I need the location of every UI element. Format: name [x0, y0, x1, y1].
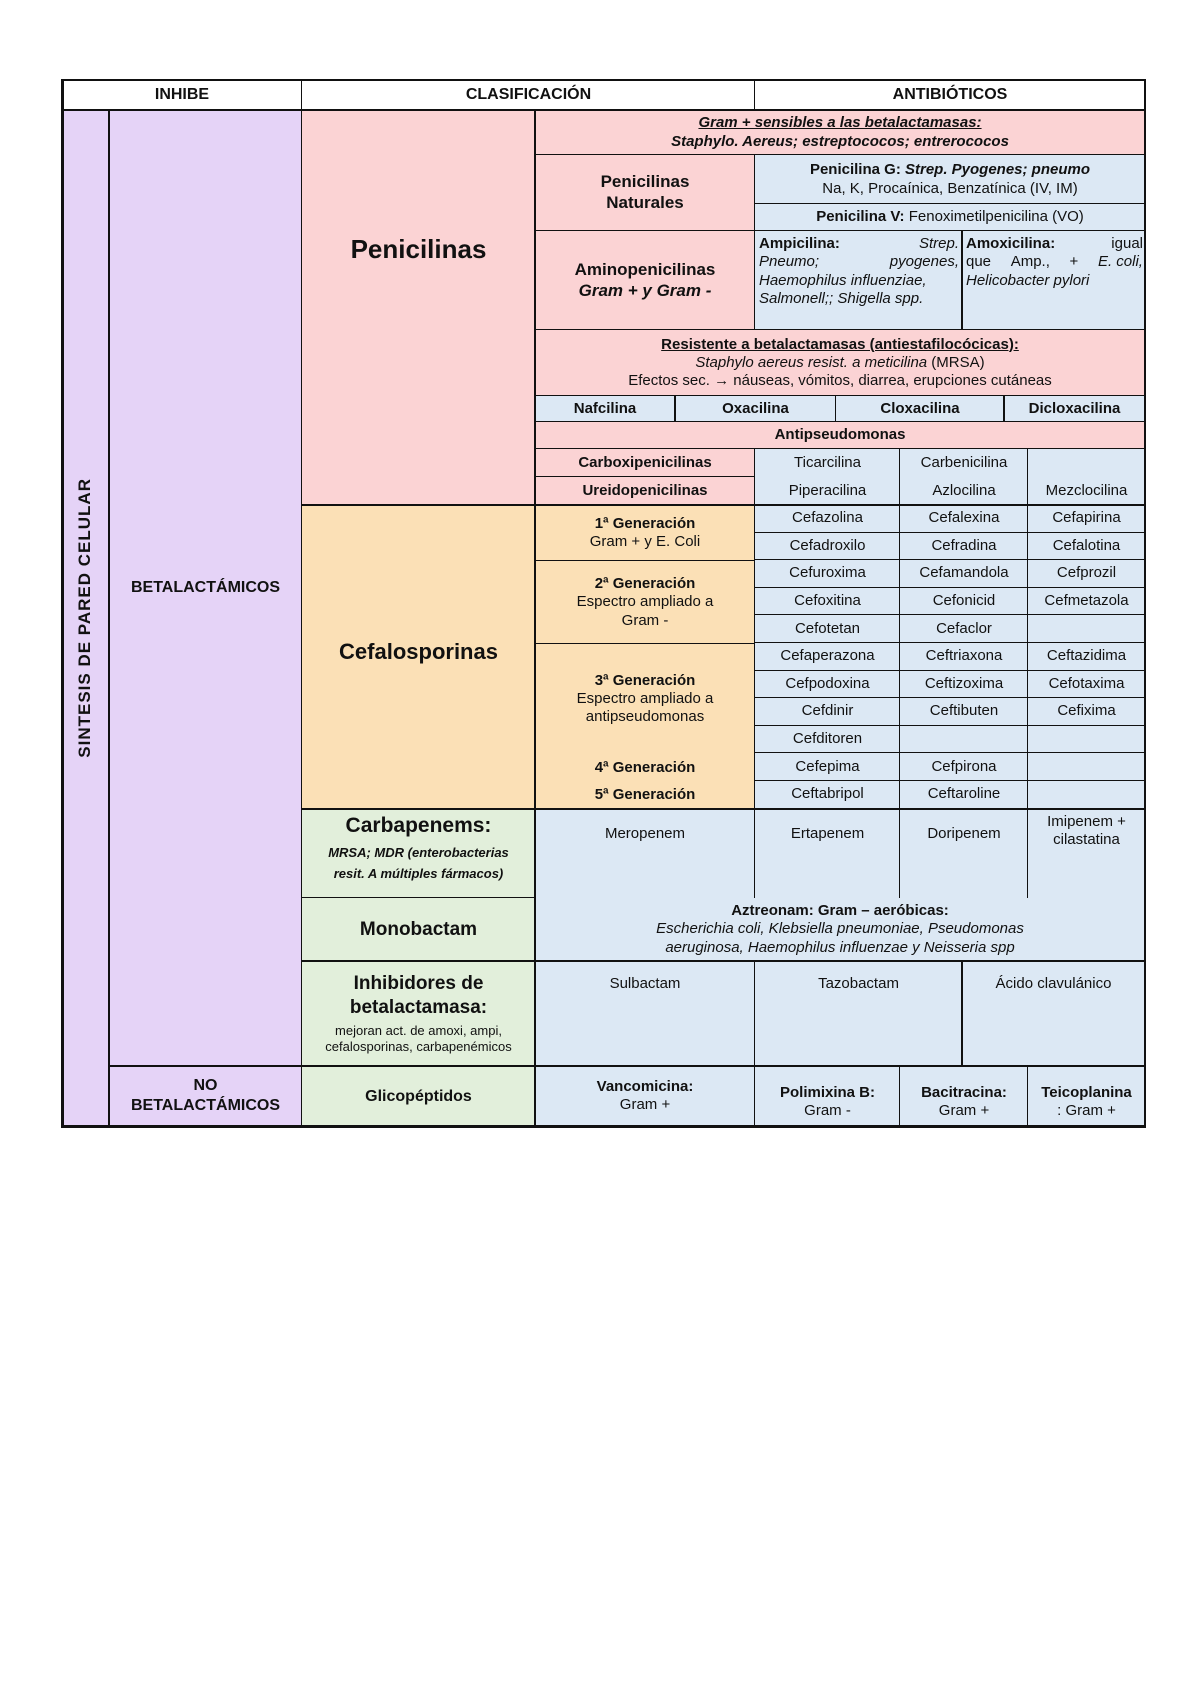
cephalosporin-drug-cell: Ceftibuten	[900, 698, 1028, 726]
border-line	[535, 560, 755, 561]
border-line	[302, 897, 535, 898]
cephalosporin-drug-cell: Ceftazidima	[1028, 643, 1145, 671]
cephalosporin-drug-cell: Cefotetan	[755, 615, 900, 643]
border-line	[961, 961, 963, 1066]
pen-v-label: Penicilina V:	[816, 208, 905, 226]
betalactamicos-cell	[109, 110, 302, 1066]
doripenem-text: Doripenem	[927, 825, 1001, 842]
glicopeptidos-title: Glicopéptidos	[365, 1088, 472, 1106]
piperacilina-text: Piperacilina	[788, 481, 867, 499]
pen-g-cell	[755, 155, 1145, 204]
border-line	[301, 110, 302, 1126]
cephalosporin-drug-cell: Cefapirina	[1028, 505, 1145, 533]
header-antibioticos	[755, 80, 1145, 110]
border-line	[534, 110, 536, 1128]
border-line	[301, 80, 302, 110]
cephalosporin-drug-cell: Cefalexina	[900, 505, 1028, 533]
border-line	[754, 155, 755, 330]
border-line	[961, 231, 963, 330]
aminopenicilinas-line2: Gram + y Gram -	[578, 280, 712, 300]
border-line	[535, 329, 1145, 330]
cephalosporin-drug-cell: Ceftabripol	[755, 781, 900, 809]
border-line	[1027, 505, 1028, 809]
gram-sensibles-cell	[535, 110, 1145, 155]
cephalosporin-drug-cell: Ceftriaxona	[900, 643, 1028, 671]
header-inhibe	[62, 80, 302, 110]
gen5-title: 5ª Generación	[594, 786, 696, 804]
border-line	[535, 448, 1145, 449]
header-antibioticos-text: ANTIBIÓTICOS	[892, 86, 1008, 104]
inhibidores-title1: Inhibidores de	[353, 973, 484, 995]
cephalosporin-drug-cell: Cefepima	[755, 753, 900, 781]
ticarcilina-text: Ticarcilina	[794, 453, 861, 471]
dicloxacilina-text: Dicloxacilina	[1028, 399, 1121, 417]
cephalosporin-drug-cell: Ceftaroline	[900, 781, 1028, 809]
border-line	[1144, 79, 1146, 1128]
header-clasificacion-text: CLASIFICACIÓN	[465, 86, 592, 104]
carboxipenicilinas-text: Carboxipenicilinas	[578, 453, 712, 471]
sintesis-cell	[62, 110, 109, 1126]
bacitracina-cell	[900, 1066, 1028, 1126]
polimixina-cell	[755, 1066, 900, 1126]
teicoplanina-line2: : Gram +	[1057, 1102, 1116, 1119]
penicilinas-title: Penicilinas	[350, 234, 487, 265]
betalactamicos-label: BETALACTÁMICOS	[130, 579, 281, 597]
ureidopenicilinas-text: Ureidopenicilinas	[582, 481, 708, 499]
border-line	[535, 643, 755, 644]
ampicilina-l3: Haemophilus influenziae,	[759, 271, 927, 289]
border-line	[754, 1066, 755, 1126]
pen-naturales-line1: Penicilinas	[600, 172, 690, 192]
penicilinas-title-cell	[302, 110, 535, 505]
cephalosporin-drug-cell: Cefditoren	[755, 726, 900, 754]
pen-v-cell	[755, 204, 1145, 231]
no-beta-line1: NO	[193, 1077, 218, 1095]
cephalosporin-drug-cell: Cefixima	[1028, 698, 1145, 726]
carboxipenicilinas-cell	[535, 449, 755, 477]
amoxicilina-l3: Helicobacter pylori	[966, 271, 1090, 289]
border-line	[302, 504, 1145, 506]
amoxicilina-l2c: +	[1069, 253, 1079, 271]
teicoplanina-cell	[1028, 1066, 1145, 1126]
border-line	[302, 808, 1145, 810]
gen4-cell	[535, 754, 755, 782]
gen3-sub1: Espectro ampliado a	[576, 689, 714, 707]
resistente-cell	[535, 330, 1145, 396]
border-line	[754, 80, 755, 110]
gen3-sub2: antipseudomonas	[585, 708, 705, 726]
aztreonam-line1: Aztreonam: Gram – aeróbicas:	[731, 902, 949, 920]
aminopenicilinas-cell	[535, 231, 755, 330]
clavulanico-text: Ácido clavulánico	[995, 975, 1112, 992]
cephalosporin-drug-cell: Cefprozil	[1028, 560, 1145, 588]
cephalosporin-drug-cell: Cefdinir	[755, 698, 900, 726]
glicopeptidos-cell	[302, 1066, 535, 1128]
sintesis-label: SINTESIS DE PARED CELULAR	[75, 478, 95, 758]
tazobactam-cell	[755, 961, 962, 1066]
gen5-cell	[535, 782, 755, 809]
cefalosporinas-title-cell	[302, 505, 535, 809]
gram-sensibles-line2: Staphylo. Aereus; estreptococos; entrerococos	[671, 132, 1009, 150]
cephalosporin-drug-cell: Ceftizoxima	[900, 671, 1028, 699]
carbapenems-sub1: MRSA; MDR (enterobacterias	[328, 844, 509, 860]
border-line	[108, 110, 110, 1126]
border-line	[755, 203, 1145, 204]
cephalosporin-drug-cell: Cefoxitina	[755, 588, 900, 616]
oxacilina-cell	[675, 396, 836, 422]
resistente-line2b: (MRSA)	[927, 353, 985, 371]
header-clasificacion	[302, 80, 755, 110]
clavulanico-cell	[962, 961, 1145, 1066]
vancomicina-line1: Vancomicina:	[596, 1077, 694, 1095]
border-line	[62, 109, 1146, 111]
amoxicilina-cell	[962, 231, 1145, 330]
border-line	[899, 1066, 900, 1126]
header-inhibe-text: INHIBE	[154, 86, 210, 104]
cephalosporin-drug-cell: Cefpodoxina	[755, 671, 900, 699]
mezlocilina-cell	[1028, 477, 1145, 505]
pen-g-forms: Na, K, Procaínica, Benzatínica (IV, IM)	[822, 179, 1078, 197]
gen1-sub: Gram + y E. Coli	[589, 533, 701, 550]
pen-naturales-line2: Naturales	[606, 193, 684, 212]
amoxicilina-l2b: Amp.,	[1010, 253, 1050, 271]
ampicilina-l4: Salmonell;; Shigella spp.	[759, 289, 924, 307]
ampicilina-label: Ampicilina:	[759, 235, 840, 252]
aminopenicilinas-line1: Aminopenicilinas	[574, 259, 716, 279]
nafcilina-cell	[535, 396, 675, 422]
no-betalactamicos-cell	[109, 1066, 302, 1126]
doripenem-cell	[900, 809, 1028, 898]
meropenem-cell	[535, 809, 755, 898]
cephalosporin-drug-cell: Cefmetazola	[1028, 588, 1145, 616]
border-line	[62, 1125, 1146, 1128]
meropenem-text: Meropenem	[604, 825, 686, 842]
gen3-cell	[535, 644, 755, 754]
pen-v-text: Fenoximetilpenicilina (VO)	[908, 208, 1084, 226]
teicoplanina-line1: Teicoplanina	[1041, 1083, 1132, 1101]
border-line	[108, 1065, 302, 1067]
vancomicina-cell	[535, 1066, 755, 1126]
gram-sensibles-line1: Gram + sensibles a las betalactamasas:	[698, 114, 982, 132]
border-line	[1027, 449, 1028, 505]
no-beta-line2: BETALACTÁMICOS	[130, 1097, 281, 1114]
cloxacilina-text: Cloxacilina	[880, 399, 960, 417]
border-line	[61, 79, 64, 1128]
dicloxacilina-cell	[1004, 396, 1145, 422]
sulbactam-cell	[535, 961, 755, 1066]
border-line	[899, 809, 900, 898]
border-line	[62, 79, 1146, 81]
aztreonam-line2: Escherichia coli, Klebsiella pneumoniae, Pseudomonas	[656, 920, 1024, 938]
bacitracina-line2: Gram +	[938, 1102, 990, 1119]
ampicilina-l1: Strep.	[918, 235, 959, 252]
antipseudomonas-text: Antipseudomonas	[774, 426, 906, 444]
cephalosporin-drug-cell: Cefalotina	[1028, 533, 1145, 561]
amoxicilina-l2d: E. coli,	[1097, 253, 1143, 271]
cephalosporin-drug-cell	[1028, 753, 1145, 781]
oxacilina-text: Oxacilina	[722, 399, 789, 417]
border-line	[535, 154, 1145, 155]
sulbactam-text: Sulbactam	[609, 975, 681, 992]
carboxi-empty-cell	[1028, 449, 1145, 477]
resistente-line1: Resistente a betalactamasas (antiestafilocócicas):	[661, 335, 1019, 353]
monobactam-cell	[302, 898, 535, 961]
border-line	[674, 396, 676, 422]
nafcilina-text: Nafcilina	[573, 399, 637, 417]
cephalosporin-drug-cell: Cefaclor	[900, 615, 1028, 643]
gen2-sub2: Gram -	[621, 611, 669, 629]
ampicilina-l2a: Pneumo;	[759, 253, 820, 271]
border-line	[535, 395, 1145, 396]
ertapenem-cell	[755, 809, 900, 898]
azlocilina-text: Azlocilina	[932, 481, 996, 499]
gen4-title: 4ª Generación	[594, 758, 696, 776]
border-line	[754, 961, 755, 1066]
cephalosporin-drug-cell: Cefpirona	[900, 753, 1028, 781]
border-line	[899, 449, 900, 505]
carbapenems-cell	[302, 809, 535, 898]
cephalosporin-drug-cell: Cefazolina	[755, 505, 900, 533]
cephalosporin-drug-grid	[755, 505, 1145, 809]
azlocilina-cell	[900, 477, 1028, 505]
antipseudomonas-cell	[535, 422, 1145, 449]
resistente-line3: Efectos sec. → náuseas, vómitos, diarrea, erupciones cutáneas	[628, 372, 1052, 390]
gen1-cell	[535, 505, 755, 561]
tazobactam-text: Tazobactam	[818, 975, 899, 992]
cephalosporin-drug-cell	[1028, 726, 1145, 754]
gen2-title: 2ª Generación	[594, 575, 696, 593]
aztreonam-cell	[535, 898, 1145, 961]
amoxicilina-l2a: que	[966, 253, 992, 271]
border-line	[1003, 396, 1005, 422]
polimixina-line2: Gram -	[804, 1102, 851, 1119]
pen-g-organisms: Strep. Pyogenes; pneumo	[904, 161, 1091, 179]
piperacilina-cell	[755, 477, 900, 505]
gen2-sub1: Espectro ampliado a	[576, 593, 714, 611]
mezlocilina-text: Mezclocilina	[1045, 481, 1128, 499]
border-line	[302, 1065, 1145, 1067]
inhibidores-sub1: mejoran act. de amoxi, ampi,	[335, 1022, 502, 1038]
border-line	[535, 230, 1145, 231]
ampicilina-cell	[755, 231, 962, 330]
cephalosporin-drug-cell: Cefonicid	[900, 588, 1028, 616]
resistente-line2a: Staphylo aereus resist. a meticilina	[695, 353, 928, 371]
inhibidores-title2: betalactamasa:	[349, 996, 488, 1018]
cephalosporin-drug-cell: Cefaperazona	[755, 643, 900, 671]
amoxicilina-label: Amoxicilina:	[966, 235, 1056, 252]
border-line	[1027, 809, 1028, 898]
amoxicilina-l1: igual	[1111, 235, 1143, 252]
ampicilina-l2b: pyogenes,	[889, 253, 959, 271]
border-line	[899, 505, 900, 809]
cloxacilina-cell	[836, 396, 1004, 422]
carbenicilina-cell	[900, 449, 1028, 477]
ticarcilina-cell	[755, 449, 900, 477]
cephalosporin-drug-cell	[1028, 615, 1145, 643]
monobactam-title: Monobactam	[359, 918, 478, 940]
aztreonam-line3: aeruginosa, Haemophilus influenzae y Neisseria spp	[665, 938, 1015, 956]
border-line	[535, 476, 755, 477]
cephalosporin-drug-cell: Cefradina	[900, 533, 1028, 561]
carbapenems-title: Carbapenems:	[345, 814, 492, 837]
cefalosporinas-title: Cefalosporinas	[339, 638, 498, 664]
imipenem-line1: Imipenem +	[1047, 813, 1126, 830]
imipenem-line2: cilastatina	[1053, 831, 1120, 849]
border-line	[302, 960, 1145, 962]
border-line	[754, 449, 755, 505]
cephalosporin-drug-cell: Cefotaxima	[1028, 671, 1145, 699]
bacitracina-line1: Bacitracina:	[921, 1083, 1007, 1101]
inhibidores-sub2: cefalosporinas, carbapenémicos	[325, 1038, 512, 1054]
border-line	[1027, 1066, 1028, 1126]
vancomicina-line2: Gram +	[619, 1096, 671, 1113]
border-line	[535, 421, 1145, 422]
cephalosporin-drug-cell	[1028, 781, 1145, 809]
ertapenem-text: Ertapenem	[790, 825, 865, 842]
cephalosporin-drug-cell	[900, 726, 1028, 754]
pen-g-label: Penicilina G:	[809, 161, 901, 179]
cephalosporin-drug-cell: Cefamandola	[900, 560, 1028, 588]
inhibidores-cell	[302, 961, 535, 1066]
cephalosporin-drug-cell: Cefadroxilo	[755, 533, 900, 561]
ureidopenicilinas-cell	[535, 477, 755, 505]
pen-naturales-cell	[535, 155, 755, 231]
cephalosporin-drug-cell: Cefuroxima	[755, 560, 900, 588]
border-line	[754, 505, 755, 809]
polimixina-line1: Polimixina B:	[779, 1083, 876, 1101]
imipenem-cell	[1028, 809, 1145, 898]
border-line	[835, 396, 836, 422]
gen3-title: 3ª Generación	[594, 671, 696, 689]
carbapenems-sub2: resit. A múltiples fármacos)	[333, 866, 504, 882]
gen1-title: 1ª Generación	[594, 514, 696, 532]
carbenicilina-text: Carbenicilina	[920, 453, 1008, 471]
gen2-cell	[535, 561, 755, 644]
border-line	[754, 809, 755, 898]
